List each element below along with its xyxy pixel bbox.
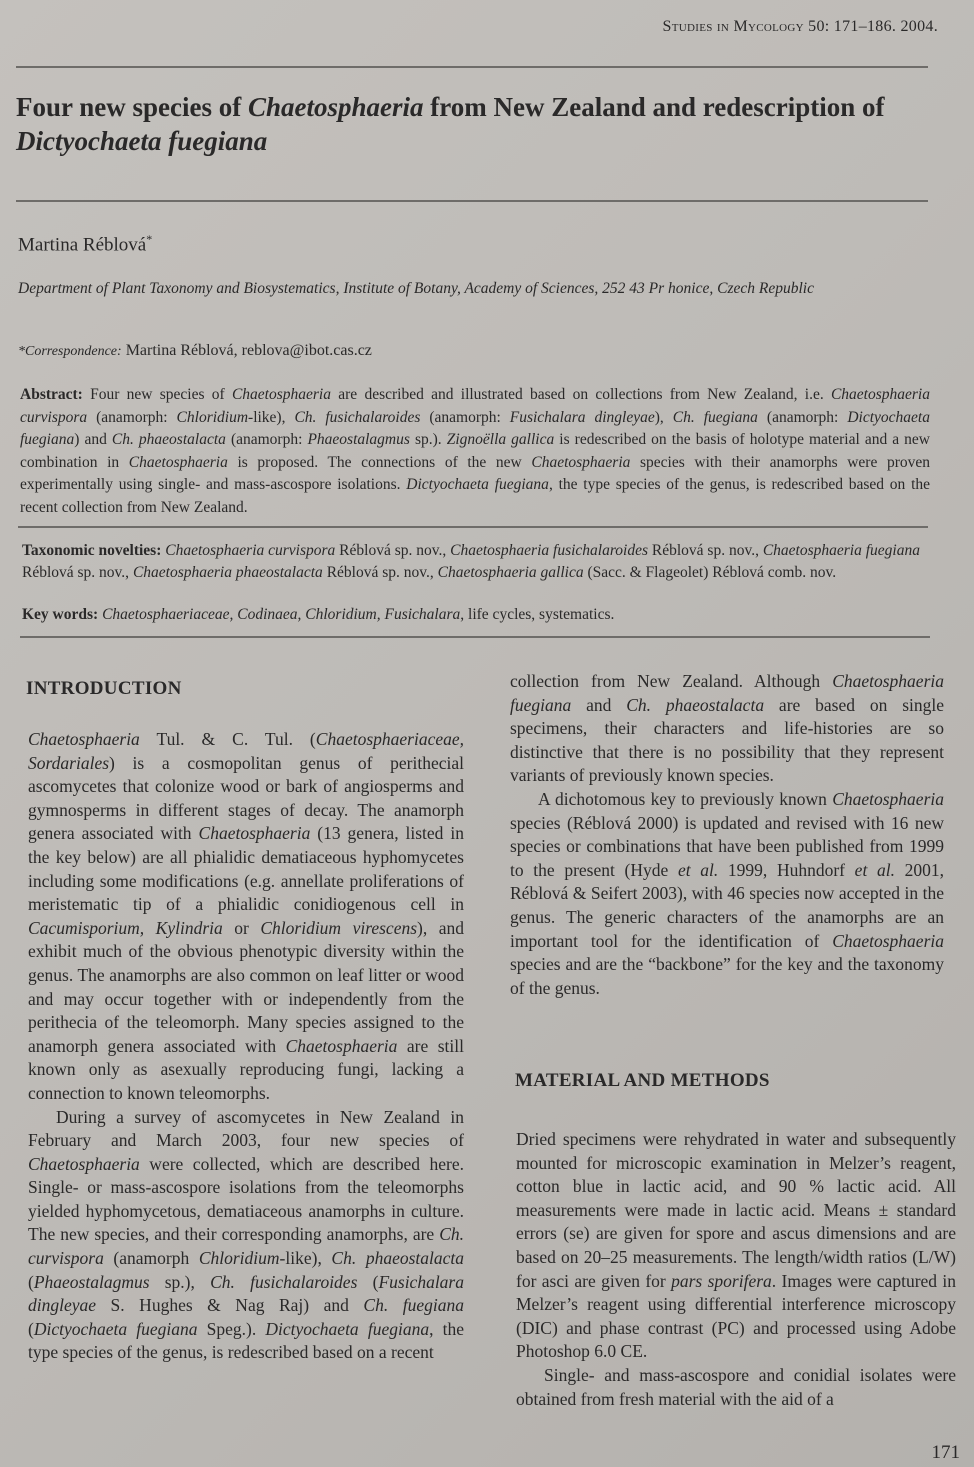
novelty-text: Réblová sp. nov., (648, 542, 763, 559)
novelty-name: Chaetosphaeria gallica (437, 564, 584, 581)
methods-text: Dried specimens were rehydrated in water and subsequently mounted for microscopic examination in Melzer’s reagent, cotton blue in lactic acid, and 90 % lactic acid. All measurements were made in lactic acid. Means ± standard errors (se) are given for spore and ascus dimensions and are based on 20–25 measurements. The length/width ratios (L/W) for asci are given for (516, 1129, 956, 1291)
intro-text: , the type species of the genus, is redescribed based on a recent (28, 1318, 464, 1363)
methods-heading: MATERIAL AND METHODS (515, 1070, 770, 1091)
novelty-name: Chaetosphaeria fuegiana (762, 542, 920, 559)
keywords-italic: Chaetosphaeriaceae, Codinaea, Chloridium, Fusichalara (98, 606, 461, 623)
intro-text: species (Réblová 2000) is updated and revised with 16 new species or combinations that have been published from 1999 to the present (Hyde (510, 812, 944, 880)
correspondence-label: *Correspondence: (18, 344, 122, 359)
intro-text: Tul. & C. Tul. ( (139, 729, 316, 749)
intro-italic: Chaetosphaeriaceae, Sordariales (28, 729, 464, 773)
intro-text: ( (28, 1271, 34, 1292)
intro-text: (13 genera, listed in the key below) are all phialidic dematiaceous hyphomycetes including some modifications (e.g. annellate proliferations of meristematic tip of a phialidic conidiogenous cell in (28, 823, 464, 915)
introduction-left-column (28, 728, 464, 1365)
methods-paragraph-2: Single- and mass-ascospore and conidial isolates were obtained from fresh material with the aid of a (516, 1364, 956, 1409)
abstract-text: (anamorph: (87, 408, 177, 426)
abstract-text: Four new species of (82, 386, 232, 403)
abstract-italic: Ch. phaeostalacta (111, 431, 226, 448)
intro-text: ) is a cosmopolitan genus of perithecial ascomycetes that colonize wood or bark of angiosperms and gymnosperms in different stages of decay. The anamorph genera associated with (28, 752, 464, 844)
intro-text: ), and exhibit much of the obvious phenotypic diversity within the genus. The anamorphs are also common on leaf litter or wood and may occur together with or independently from the perithecia of the teleomorph. Many species assigned to the anamorph genera associated with (28, 917, 464, 1056)
abstract-italic: Chaetosphaeria (231, 386, 331, 403)
abstract-text: (anamorph: (757, 408, 848, 426)
intro-text: 2001, Réblová & Seifert 2003), with 46 species now accepted in the genus. The generic characters of the anamorphs are an important tool for the identification of (510, 859, 945, 951)
methods-paragraph-1 (516, 1128, 956, 1364)
page-number: 171 (931, 1442, 960, 1463)
intro-italic: Chaetosphaeria fuegiana (510, 671, 944, 715)
novelty-text: Réblová sp. nov., (22, 564, 133, 581)
intro-italic: Chaetosphaeria (198, 823, 311, 844)
title-species: Dictyochaeta fuegiana (16, 126, 268, 156)
abstract-italic: Zignoëlla gallica (446, 431, 555, 448)
intro-italic: Chaetosphaeria (28, 729, 140, 749)
intro-text: ( (357, 1271, 379, 1292)
intro-text: or (222, 917, 261, 938)
article-title (16, 90, 936, 158)
methods-column (516, 1128, 956, 1411)
intro-paragraph-continued (510, 670, 944, 788)
intro-italic: Chaetosphaeria (285, 1035, 398, 1056)
abstract-italic: Chaetosphaeria (128, 453, 228, 471)
abstract-italic: Dictyochaeta fuegiana (406, 476, 549, 493)
abstract-italic: Chaetosphaeria curvispora (20, 386, 930, 426)
intro-italic: Chaetosphaeria (28, 1153, 140, 1174)
intro-text: species and are the “backbone” for the key and the taxonomy of the genus. (510, 954, 944, 998)
abstract-text: ) and (74, 431, 112, 448)
abstract-italic: Chloridium (176, 408, 249, 426)
intro-italic: Chaetosphaeria (832, 788, 944, 809)
abstract-text: (anamorph: (225, 431, 308, 448)
abstract-italic: Ch. fuegiana (672, 408, 758, 426)
abstract-text: (anamorph: (420, 408, 510, 426)
intro-italic: Dictyochaeta fuegiana (265, 1318, 430, 1339)
intro-italic: Ch. phaeostalacta (626, 694, 765, 715)
author-mark: * (146, 232, 153, 246)
intro-text: A dichotomous key to previously known (538, 788, 833, 809)
abstract-text: ), (654, 408, 673, 426)
novelty-name: Chaetosphaeria fusichalaroides (450, 542, 649, 559)
intro-text: 1999, Huhndorf (718, 859, 855, 880)
correspondence-text: Martina Réblová, reblova@ibot.cas.cz (121, 342, 372, 359)
intro-italic: et al. (677, 859, 719, 880)
novelty-name: Chaetosphaeria phaeostalacta (132, 564, 323, 581)
intro-text: were collected, which are described here. Single- or mass-ascospore isolations from the teleomorphs yielded hyphomycetous, dematiaceous anamorphs in culture. The new species, and their corresponding anamorphs, are (28, 1153, 464, 1245)
taxonomic-novelties (22, 540, 932, 584)
intro-italic: Ch. fuegiana (363, 1295, 464, 1316)
intro-italic: Chloridium virescens (260, 917, 418, 938)
key-words (22, 604, 932, 626)
abstract-italic: Fusichalara dingleyae (509, 408, 655, 426)
intro-italic: Chaetosphaeria (832, 930, 944, 951)
intro-text: During a survey of ascomycetes in New Zealand in February and March 2003, four new species of (28, 1106, 464, 1151)
abstract-rule (18, 526, 928, 528)
intro-italic: Ch. phaeostalacta (331, 1248, 464, 1269)
intro-italic: Chloridium (198, 1248, 280, 1269)
novelty-text: Réblová sp. nov., (322, 564, 438, 581)
intro-text: (anamorph (103, 1248, 199, 1269)
intro-italic: Fusichalara dingleyae (28, 1271, 464, 1316)
header-rule (16, 66, 928, 68)
title-genus: Chaetosphaeria (247, 92, 424, 122)
abstract-italic: Dictyochaeta fuegiana (20, 408, 930, 448)
intro-text: ( (28, 1318, 34, 1339)
introduction-heading: INTRODUCTION (26, 678, 182, 699)
correspondence (18, 342, 372, 360)
intro-paragraph-2 (28, 1106, 464, 1366)
abstract-text: are described and illustrated based on collections from New Zealand, i.e. (331, 386, 831, 403)
methods-italic: pars sporifera (671, 1270, 772, 1291)
author (18, 232, 152, 256)
title-part-2: from New Zealand and redescription of (423, 92, 885, 122)
intro-text: -like), (279, 1248, 332, 1269)
abstract-text: species with their anamorphs were proven experimentally using single- and mass-ascospore isolations. (20, 453, 931, 493)
intro-paragraph-1 (28, 728, 464, 1106)
abstract-text: , the type species of the genus, is redescribed based on the recent collection from New Zealand. (20, 476, 931, 516)
intro-italic: Dictyochaeta fuegiana (33, 1318, 198, 1339)
intro-text: S. Hughes & Nag Raj) and (96, 1295, 364, 1316)
novelty-name: Chaetosphaeria curvispora (161, 542, 336, 559)
intro-text: are still known only as asexually reproducing fungi, lacking a connection to known teleomorphs. (28, 1035, 464, 1103)
intro-italic: Ch. curvispora (28, 1224, 464, 1269)
intro-text: Speg.). (197, 1318, 266, 1339)
abstract (20, 384, 930, 519)
methods-text: . Images were captured in Melzer’s reagent using differential interference microscopy (DIC) and phase contrast (PC) and processed using Adobe Photoshop 6.0 CE. (516, 1270, 957, 1362)
intro-italic: Cacumisporium, Kylindria (28, 917, 223, 938)
title-part-1: Four new species of (16, 92, 248, 122)
novelty-text: Réblová sp. nov., (335, 542, 451, 559)
abstract-italic: Phaeostalagmus (307, 431, 410, 448)
title-rule (16, 200, 928, 202)
journal-citation: Studies in Mycology 50: 171–186. 2004. (662, 18, 938, 35)
intro-paragraph-3 (510, 788, 944, 1000)
abstract-text: is proposed. The connections of the new (227, 453, 532, 471)
abstract-italic: Ch. fusichalaroides (294, 408, 421, 426)
affiliation: Department of Plant Taxonomy and Biosystematics, Institute of Botany, Academy of Sciences, 252 43 Pr honice, Czech Republic (18, 280, 814, 297)
intro-italic: et al. (854, 859, 895, 880)
intro-italic: Phaeostalagmus (33, 1271, 150, 1292)
author-name: Martina Réblová (18, 234, 147, 256)
abstract-italic: Chaetosphaeria (531, 453, 631, 471)
abstract-text: is redescribed on the basis of holotype material and a new combination in (20, 431, 931, 471)
intro-italic: Ch. fusichalaroides (210, 1271, 358, 1292)
keywords-rule (20, 636, 930, 638)
abstract-text: -like), (248, 408, 295, 426)
intro-text: and (571, 694, 627, 715)
intro-text: collection from New Zealand. Although (510, 671, 833, 691)
intro-text: are based on single specimens, their characters and life-histories are so distinctive that there is no possibility that they represent variants of previously known species. (510, 694, 944, 786)
novelty-text: (Sacc. & Flageolet) Réblová comb. nov. (583, 564, 837, 581)
abstract-label: Abstract: (20, 386, 83, 403)
novelties-label: Taxonomic novelties: (22, 542, 162, 559)
keywords-label: Key words: (22, 606, 99, 623)
keywords-text: , life cycles, systematics. (460, 606, 615, 623)
introduction-right-column (510, 670, 944, 1000)
abstract-text: sp.). (409, 431, 447, 448)
intro-text: sp.), (149, 1271, 211, 1292)
